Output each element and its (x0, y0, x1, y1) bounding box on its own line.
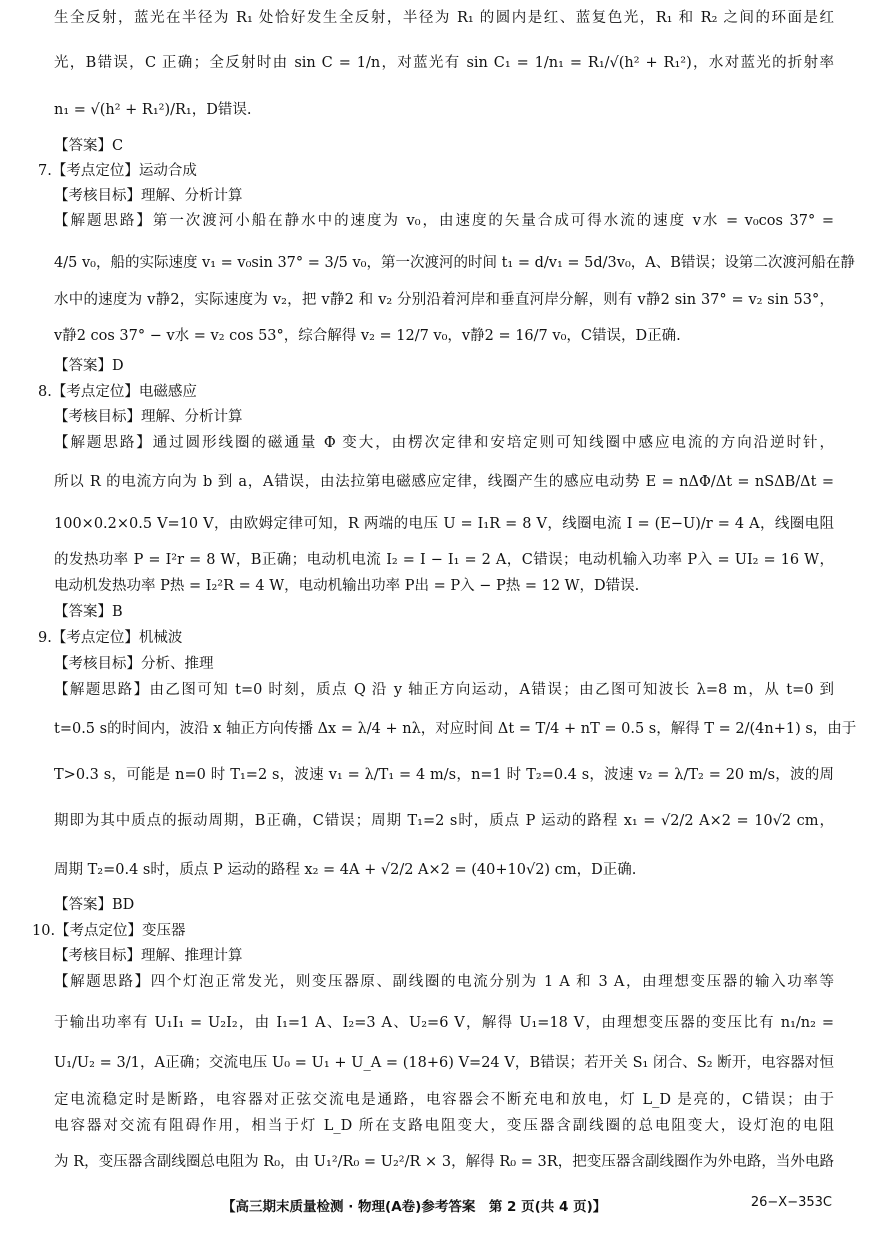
text-line: 【解题思路】由乙图可知 t=0 时刻，质点 Q 沿 y 轴正方向运动，A错误；由乙图可知波长 λ=8 m，从 t=0 到 (54, 682, 834, 698)
text-line: 【解题思路】通过圆形线圈的磁通量 Φ 变大，由楞次定律和安培定则可知线圈中感应电流的方向沿逆时针， (54, 435, 834, 451)
text-line: 电动机发热功率 P热 = I₂²R = 4 W，电动机输出功率 P出 = P入 − P热 = 12 W，D错误. (54, 578, 640, 594)
text-line: 定电流稳定时是断路，电容器对正弦交流电是通路，电容器会不断充电和放电，灯 L_D 是亮的，C错误；由于 (54, 1092, 834, 1108)
text-line: 所以 R 的电流方向为 b 到 a，A错误，由法拉第电磁感应定律，线圈产生的感应电动势 E = nΔΦ/Δt = nSΔB/Δt = (54, 474, 834, 490)
footer-code: 26−X−353C (750, 1195, 832, 1210)
text-line: 的发热功率 P = I²r = 8 W，B正确；电动机电流 I₂ = I − I₁ = 2 A，C错误；电动机输入功率 P入 = UI₂ = 16 W， (54, 552, 834, 568)
text-line: 电容器对交流有阻碍作用，相当于灯 L_D 所在支路电阻变大，变压器含副线圈的总电阻变大，设灯泡的电阻 (54, 1118, 834, 1134)
page-footer (0, 1195, 870, 1217)
question-heading: 8.【考点定位】电磁感应 (38, 384, 197, 400)
answer-label: 【答案】D (54, 358, 124, 374)
text-line: 期即为其中质点的振动周期，B正确，C错误；周期 T₁=2 s时，质点 P 运动的路程 x₁ = √2/2 A×2 = 10√2 cm， (54, 813, 834, 829)
text-line: 生全反射，蓝光在半径为 R₁ 处恰好发生全反射，半径为 R₁ 的圆内是红、蓝复色光，R₁ 和 R₂ 之间的环面是红 (54, 10, 834, 26)
text-line: 为 R，变压器含副线圈总电阻为 R₀，由 U₁²/R₀ = U₂²/R × 3，解得 R₀ = 3R，把变压器含副线圈作为外电路，当外电路 (54, 1154, 834, 1170)
answer-label: 【答案】BD (54, 897, 135, 913)
question-heading: 9.【考点定位】机械波 (38, 630, 183, 646)
text-line: 于输出功率有 U₁I₁ = U₂I₂，由 I₁=1 A、I₂=3 A、U₂=6 V，解得 U₁=18 V，由理想变压器的变压比有 n₁/n₂ = (54, 1015, 834, 1031)
question-heading: 10.【考点定位】变压器 (32, 923, 186, 939)
objective-line: 【考核目标】理解、分析计算 (54, 188, 243, 204)
answer-label: 【答案】C (54, 138, 124, 154)
text-line: 【解题思路】第一次渡河小船在静水中的速度为 v₀，由速度的矢量合成可得水流的速度 v水 = v₀cos 37° = (54, 213, 834, 229)
text-line: 周期 T₂=0.4 s时，质点 P 运动的路程 x₂ = 4A + √2/2 A×2 = (40+10√2) cm，D正确. (54, 862, 637, 878)
text-line: 4/5 v₀，船的实际速度 v₁ = v₀sin 37° = 3/5 v₀，第一次渡河的时间 t₁ = d/v₁ = 5d/3v₀，A、B错误；设第二次渡河船在静 (54, 255, 855, 271)
text-line: 【解题思路】四个灯泡正常发光，则变压器原、副线圈的电流分别为 1 A 和 3 A，由理想变压器的输入功率等 (54, 974, 834, 990)
text-line: 100×0.2×0.5 V=10 V，由欧姆定律可知，R 两端的电压 U = I₁R = 8 V，线圈电流 I = (E−U)/r = 4 A，线圈电阻 (54, 516, 834, 532)
question-heading: 7.【考点定位】运动合成 (38, 163, 197, 179)
text-line: n₁ = √(h² + R₁²)/R₁，D错误. (54, 102, 252, 118)
text-line: 光，B错误，C 正确；全反射时由 sin C = 1/n，对蓝光有 sin C₁ = 1/n₁ = R₁/√(h² + R₁²)，水对蓝光的折射率 (54, 55, 834, 71)
text-line: U₁/U₂ = 3/1，A正确；交流电压 U₀ = U₁ + U_A = (18+6) V=24 V，B错误；若开关 S₁ 闭合、S₂ 断开，电容器对恒 (54, 1055, 834, 1071)
text-line: T>0.3 s，可能是 n=0 时 T₁=2 s，波速 v₁ = λ/T₁ = 4 m/s，n=1 时 T₂=0.4 s，波速 v₂ = λ/T₂ = 20 m/s，波的周 (54, 767, 834, 783)
text-line: t=0.5 s的时间内，波沿 x 轴正方向传播 Δx = λ/4 + nλ，对应时间 Δt = T/4 + nT = 0.5 s，解得 T = 2/(4n+1) s，由于 (54, 721, 857, 737)
objective-line: 【考核目标】理解、分析计算 (54, 409, 243, 425)
text-line: v静2 cos 37° − v水 = v₂ cos 53°，综合解得 v₂ = 12/7 v₀，v静2 = 16/7 v₀，C错误，D正确. (54, 328, 681, 344)
footer-title: 【高三期末质量检测 · 物理(A卷)参考答案 第 2 页(共 4 页)】 (222, 1199, 607, 1215)
answer-label: 【答案】B (54, 604, 123, 620)
objective-line: 【考核目标】分析、推理 (54, 656, 214, 672)
objective-line: 【考核目标】理解、推理计算 (54, 948, 243, 964)
text-line: 水中的速度为 v静2，实际速度为 v₂，把 v静2 和 v₂ 分别沿着河岸和垂直河岸分解，则有 v静2 sin 37° = v₂ sin 53°， (54, 292, 834, 308)
